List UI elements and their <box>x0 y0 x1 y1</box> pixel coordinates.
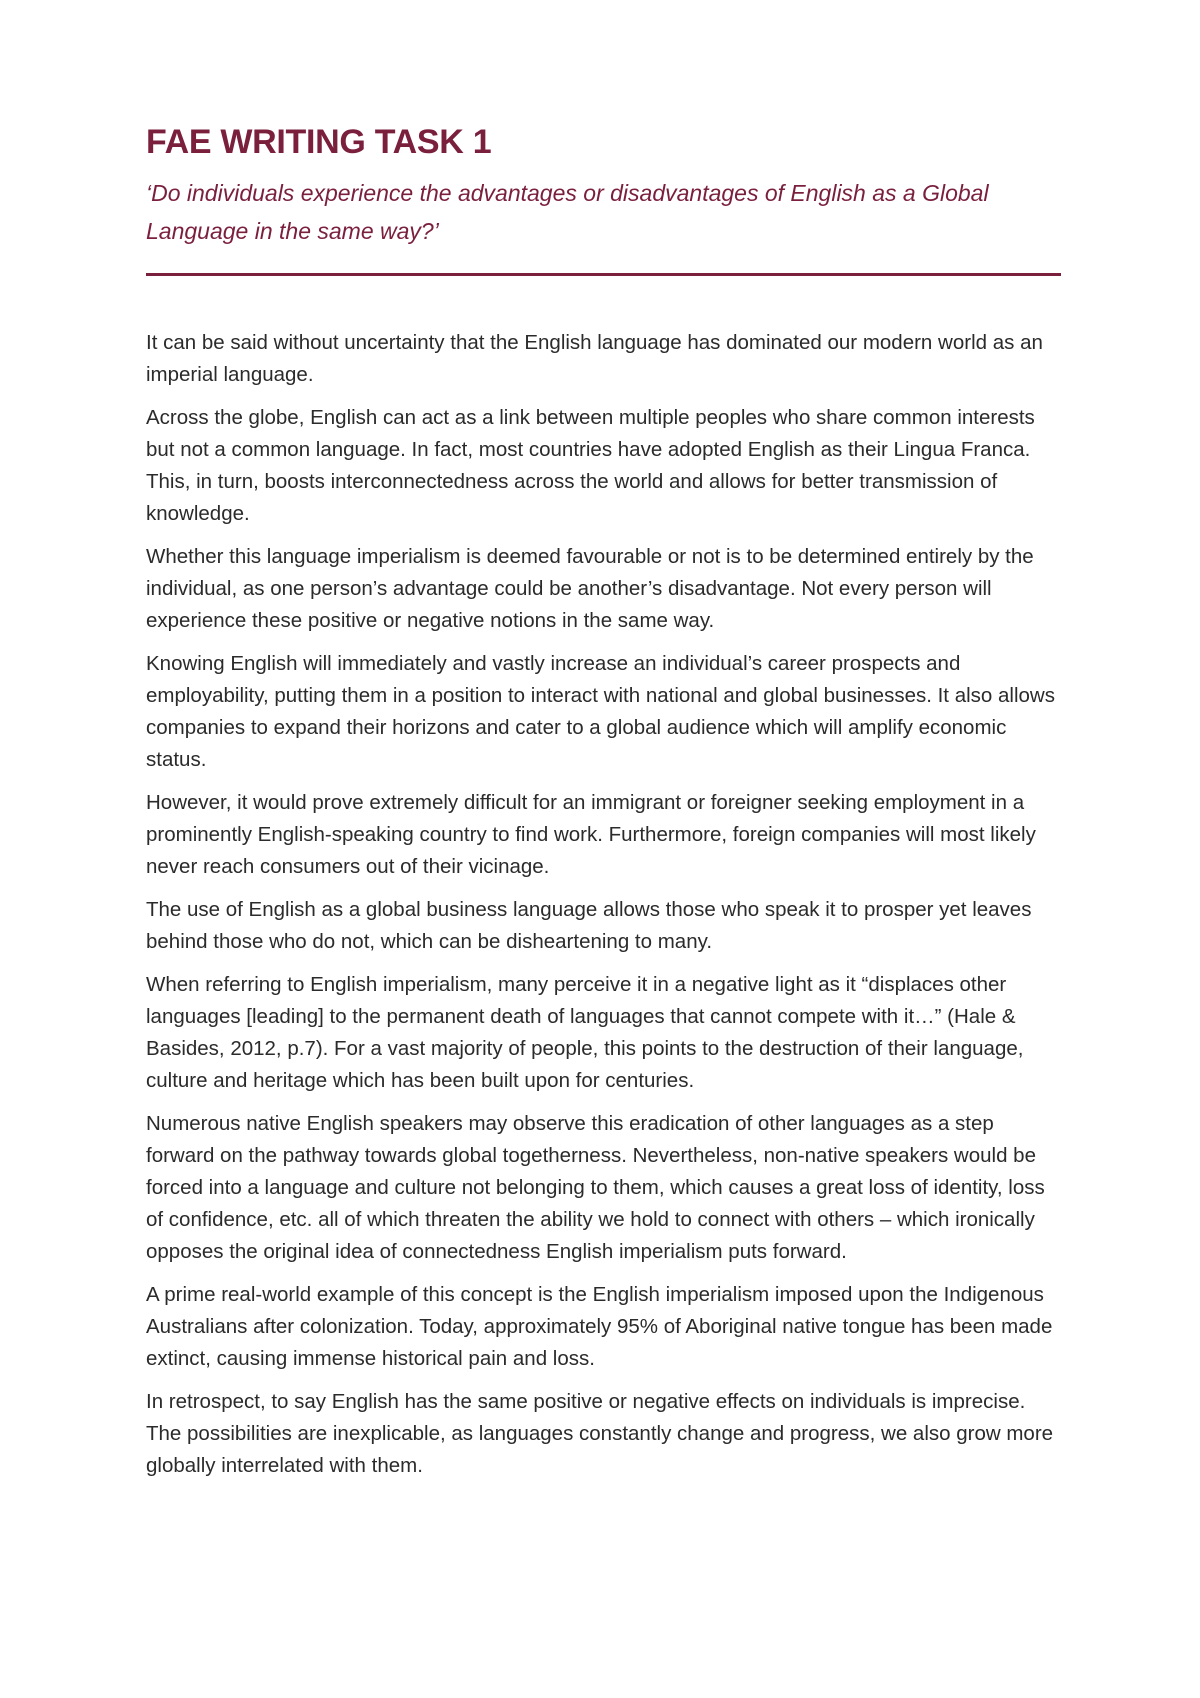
document-page <box>146 120 1061 1493</box>
document-body <box>146 327 1061 1482</box>
document-subtitle: ‘Do individuals experience the advantages or disadvantages of English as a Global Language in the same way?’ <box>146 180 989 244</box>
paragraph-7: When referring to English imperialism, many perceive it in a negative light as it “displaces other languages [leading] to the permanent death of languages that cannot compete with it…” (Hale & Basides, 2012, p.7). For a vast majority of people, this points to the destruction of their language, culture and heritage which has been built upon for centuries. <box>146 973 1024 1092</box>
paragraph-6: The use of English as a global business language allows those who speak it to prosper yet leaves behind those who do not, which can be disheartening to many. <box>146 898 1032 953</box>
paragraph-1: It can be said without uncertainty that the English language has dominated our modern world as an imperial language. <box>146 331 1043 386</box>
paragraph-4: Knowing English will immediately and vastly increase an individual’s career prospects and employability, putting them in a position to interact with national and global businesses. It also allows companies to expand their horizons and cater to a global audience which will amplify economic status. <box>146 652 1055 771</box>
paragraph-3: Whether this language imperialism is deemed favourable or not is to be determined entirely by the individual, as one person’s advantage could be another’s disadvantage. Not every person will experience these positive or negative notions in the same way. <box>146 545 1034 632</box>
paragraph-2: Across the globe, English can act as a link between multiple peoples who share common interests but not a common language. In fact, most countries have adopted English as their Lingua Franca. This, in turn, boosts interconnectedness across the world and allows for better transmission of knowledge. <box>146 406 1035 525</box>
paragraph-5: However, it would prove extremely difficult for an immigrant or foreigner seeking employment in a prominently English-speaking country to find work. Furthermore, foreign companies will most likely never reach consumers out of their vicinage. <box>146 791 1036 878</box>
title-divider <box>146 273 1061 276</box>
paragraph-10: In retrospect, to say English has the same positive or negative effects on individuals is imprecise. The possibilities are inexplicable, as languages constantly change and progress, we also grow more globally interrelated with them. <box>146 1390 1054 1477</box>
paragraph-9: A prime real-world example of this concept is the English imperialism imposed upon the Indigenous Australians after colonization. Today, approximately 95% of Aboriginal native tongue has been made extinct, causing immense historical pain and loss. <box>146 1283 1053 1370</box>
document-title: FAE WRITING TASK 1 <box>146 123 492 161</box>
paragraph-8: Numerous native English speakers may observe this eradication of other languages as a step forward on the pathway towards global togetherness. Nevertheless, non-native speakers would be forced into a language and culture not belonging to them, which causes a great loss of identity, loss of confidence, etc. all of which threaten the ability we hold to connect with others – which ironically opposes the original idea of connectedness English imperialism puts forward. <box>146 1112 1045 1263</box>
